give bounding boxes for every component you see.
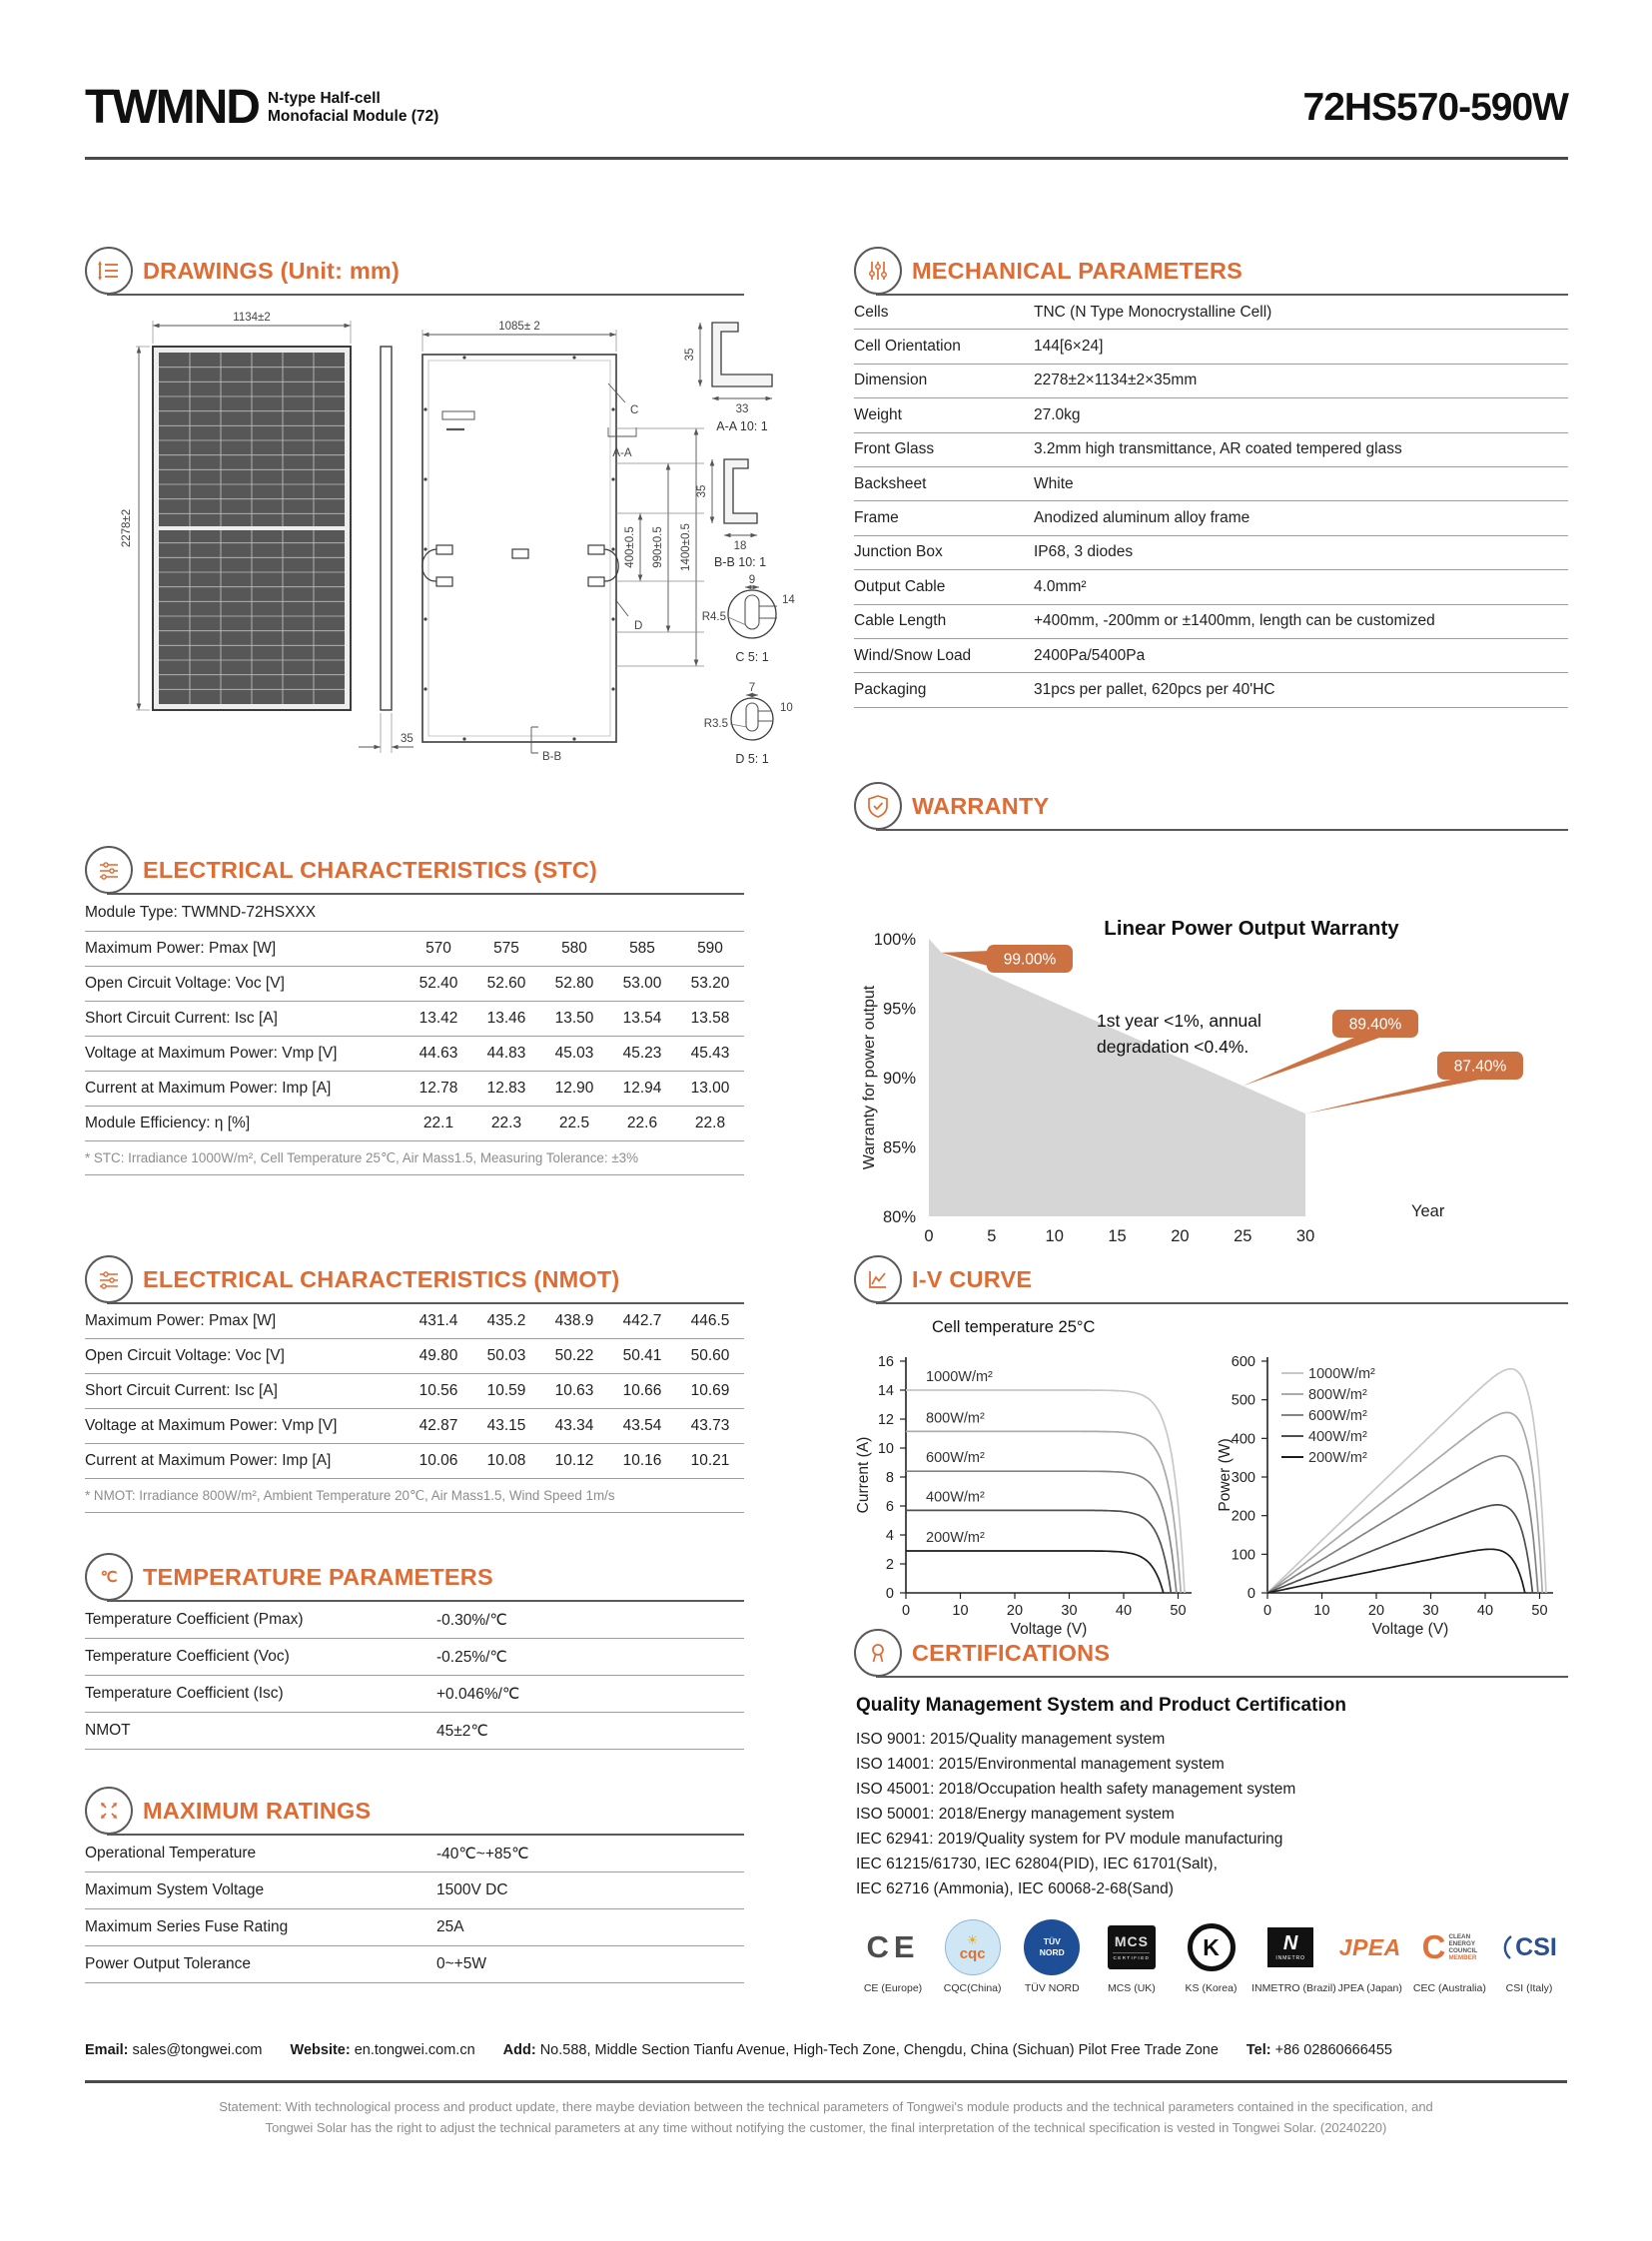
cert-line: ISO 50001: 2018/Energy management system	[856, 1806, 1175, 1823]
mechanical-table	[854, 296, 1568, 708]
contact-address: Add: No.588, Middle Section Tianfu Avenue, High-Tech Zone, Chengdu, China (Sichuan) Pilot Free Trade Zone	[502, 2042, 1219, 2058]
svg-text:100%: 100%	[873, 931, 916, 949]
shield-check-icon	[854, 782, 902, 830]
svg-text:1st year <1%, annual: 1st year <1%, annual	[1097, 1011, 1261, 1031]
table-row: Open Circuit Voltage: Voc [V] 49.80 50.03 50.22 50.41 50.60	[85, 1339, 744, 1374]
svg-text:0: 0	[924, 1227, 934, 1245]
svg-text:100: 100	[1231, 1547, 1255, 1564]
cqc-mark-icon: ☀ cqc	[945, 1919, 1001, 1975]
dim-bb-height: 35	[696, 484, 708, 498]
award-ribbon-icon	[854, 1629, 902, 1677]
svg-text:10: 10	[1045, 1227, 1064, 1245]
table-row: Module Efficiency: η [%] 22.1 22.3 22.5 22.6 22.8	[85, 1107, 744, 1141]
drawings-header	[85, 246, 744, 296]
svg-text:10: 10	[877, 1441, 894, 1457]
cert-logo-cqc: ☀ cqc CQC(China)	[934, 1917, 1012, 1994]
table-row: Front Glass 3.2mm high transmittance, AR coated tempered glass	[854, 433, 1568, 467]
stc-table	[85, 895, 744, 1175]
caption-c: C 5: 1	[735, 650, 769, 664]
table-row: Voltage at Maximum Power: Vmp [V] 42.87 43.15 43.34 43.54 43.73	[85, 1409, 744, 1444]
svg-text:200: 200	[1231, 1508, 1255, 1525]
cert-logo-ks: K KS (Korea)	[1173, 1917, 1250, 1994]
table-row: Frame Anodized aluminum alloy frame	[854, 501, 1568, 535]
nmot-table	[85, 1304, 744, 1513]
dim-front-width: 1134±2	[233, 312, 271, 324]
cert-line: IEC 61215/61730, IEC 62804(PID), IEC 61701(Salt),	[856, 1856, 1218, 1872]
section-title: TEMPERATURE PARAMETERS	[143, 1563, 493, 1590]
table-row: Current at Maximum Power: Imp [A] 10.06 10.08 10.12 10.16 10.21	[85, 1444, 744, 1479]
svg-text:95%: 95%	[882, 1000, 916, 1019]
svg-text:40: 40	[1476, 1603, 1494, 1619]
svg-text:0: 0	[1246, 1586, 1255, 1602]
stc-footnote: * STC: Irradiance 1000W/m², Cell Temperature 25℃, Air Mass1.5, Measuring Tolerance: ±3%	[85, 1141, 744, 1175]
certification-logos	[854, 1917, 1568, 1994]
cert-line: ISO 45001: 2018/Occupation health safety management system	[856, 1781, 1296, 1798]
dim-back-width: 1085± 2	[498, 321, 540, 333]
section-title: ELECTRICAL CHARACTERISTICS (NMOT)	[143, 1265, 620, 1292]
svg-text:85%: 85%	[882, 1138, 916, 1157]
dim-side-thickness: 35	[401, 733, 413, 745]
table-row: Temperature Coefficient (Isc) +0.046%/℃	[85, 1676, 744, 1713]
svg-text:40: 40	[1115, 1603, 1133, 1619]
label-d: D	[634, 620, 643, 632]
table-row: Open Circuit Voltage: Voc [V] 52.40 52.60 52.80 53.00 53.20	[85, 967, 744, 1002]
iv-subtitle: Cell temperature 25°C	[932, 1318, 1096, 1336]
cert-logo-ce: CE CE (Europe)	[863, 1929, 923, 1994]
table-row: Operational Temperature -40℃~+85℃	[85, 1836, 744, 1872]
svg-text:80%: 80%	[882, 1208, 916, 1226]
dim-c-width: 9	[748, 574, 756, 586]
label-aa: A-A	[612, 447, 632, 459]
svg-text:600: 600	[1231, 1354, 1255, 1370]
section-title: DRAWINGS (Unit: mm)	[143, 257, 401, 284]
iv-header	[854, 1254, 1568, 1304]
iv-current-chart	[854, 1343, 1204, 1638]
temperature-header	[85, 1552, 744, 1602]
iv-power-chart	[1216, 1343, 1565, 1638]
sliders-icon	[854, 247, 902, 295]
max-ratings-table	[85, 1836, 744, 1983]
svg-text:Warranty for power output: Warranty for power output	[861, 985, 878, 1170]
svg-text:Current (A): Current (A)	[855, 1436, 872, 1514]
svg-text:50: 50	[1170, 1603, 1187, 1619]
svg-text:87.40%: 87.40%	[1453, 1058, 1507, 1076]
section-iv-curve	[854, 1254, 1568, 1638]
table-row: Cable Length +400mm, -200mm or ±1400mm, length can be customized	[854, 605, 1568, 639]
warranty-header	[854, 781, 1568, 831]
cert-logo-inmetro: N INMETRO INMETRO (Brazil)	[1251, 1917, 1329, 1994]
section-drawings	[85, 246, 795, 766]
svg-text:20: 20	[1171, 1227, 1190, 1245]
footer-divider	[85, 2080, 1567, 2083]
table-row: Short Circuit Current: Isc [A] 10.56 10.59 10.63 10.66 10.69	[85, 1374, 744, 1409]
svg-text:1000W/m²: 1000W/m²	[926, 1369, 993, 1385]
svg-text:600W/m²: 600W/m²	[926, 1450, 985, 1467]
table-row: Temperature Coefficient (Pmax) -0.30%/℃	[85, 1602, 744, 1639]
svg-text:0: 0	[1262, 1603, 1272, 1619]
table-row: Junction Box IP68, 3 diodes	[854, 536, 1568, 570]
max-ratings-header	[85, 1786, 744, 1836]
label-bb: B-B	[542, 751, 562, 763]
dim-d-radius: R3.5	[703, 718, 728, 730]
inmetro-mark-icon: N INMETRO	[1267, 1927, 1313, 1967]
svg-text:12: 12	[877, 1412, 894, 1428]
dim-front-height: 2278±2	[121, 508, 133, 548]
temperature-table	[85, 1602, 744, 1750]
cec-mark-icon: C CLEAN ENERGY COUNCIL MEMBER	[1421, 1928, 1478, 1966]
svg-text:400: 400	[1231, 1431, 1255, 1448]
table-row: Dimension 2278±2×1134±2×35mm	[854, 365, 1568, 398]
caption-d: D 5: 1	[735, 752, 769, 766]
cert-logo-jpea: JPEA JPEA (Japan)	[1337, 1933, 1402, 1994]
drawings-icon	[85, 247, 133, 295]
brand-subtitle	[268, 90, 438, 127]
model-number: 72HS570-590W	[1302, 86, 1568, 129]
certifications-subtitle: Quality Management System and Product Certification	[856, 1695, 1346, 1716]
svg-text:5: 5	[987, 1227, 997, 1245]
svg-text:16: 16	[877, 1354, 894, 1370]
dim-1400: 1400±0.5	[680, 523, 692, 571]
section-title: WARRANTY	[912, 792, 1050, 819]
section-title: MAXIMUM RATINGS	[143, 1797, 372, 1824]
cert-logo-mcs: MCS CERTIFIED MCS (UK)	[1093, 1917, 1171, 1994]
svg-text:300: 300	[1231, 1470, 1255, 1486]
label-c: C	[630, 404, 639, 416]
svg-text:20: 20	[1006, 1603, 1024, 1619]
svg-text:1000W/m²: 1000W/m²	[1308, 1366, 1375, 1382]
table-row: Weight 27.0kg	[854, 398, 1568, 432]
header-divider	[85, 157, 1568, 160]
section-title: I-V CURVE	[912, 1265, 1033, 1292]
svg-text:800W/m²: 800W/m²	[1308, 1387, 1367, 1403]
table-row: Output Cable 4.0mm²	[854, 570, 1568, 604]
svg-text:Power (W): Power (W)	[1217, 1438, 1234, 1512]
svg-text:2: 2	[885, 1557, 894, 1573]
cert-line: ISO 14001: 2015/Environmental management system	[856, 1756, 1225, 1773]
section-title: MECHANICAL PARAMETERS	[912, 257, 1243, 284]
contact-tel: Tel: +86 02860666455	[1245, 2042, 1392, 2058]
page-header	[85, 81, 1568, 134]
cert-logo-cec: C CLEAN ENERGY COUNCIL MEMBER CEC (Australia)	[1412, 1928, 1486, 1994]
brand-subtitle-line1: N-type Half-cell	[267, 89, 381, 107]
caption-bb: B-B 10: 1	[713, 555, 767, 569]
section-electrical-stc	[85, 845, 744, 1175]
table-row: Short Circuit Current: Isc [A] 13.42 13.46 13.50 13.54 13.58	[85, 1002, 744, 1037]
table-row: Packaging 31pcs per pallet, 620pcs per 40'HC	[854, 673, 1568, 707]
mcs-mark-icon: MCS CERTIFIED	[1108, 1925, 1156, 1969]
legal-statement: Statement: With technological process and product update, there maybe deviation between the technical parameters of Tongwei's module products and the technical parameters contained in the specification, and Tongwei Solar has the right to adjust the technical parameters at any time without notifying the customer, the final interpretation of the technical specification is vested in Tongwei Solar. (20240220)	[219, 2099, 1433, 2135]
cert-logo-csi: CSI CSI (Italy)	[1490, 1917, 1568, 1994]
svg-text:30: 30	[1061, 1603, 1078, 1619]
svg-text:Voltage (V): Voltage (V)	[1371, 1621, 1449, 1638]
celsius-icon: ℃	[85, 1553, 133, 1601]
svg-text:15: 15	[1108, 1227, 1127, 1245]
contact-email: Email: sales@tongwei.com	[85, 2042, 263, 2058]
svg-text:400W/m²: 400W/m²	[1308, 1429, 1367, 1445]
svg-text:800W/m²: 800W/m²	[926, 1410, 985, 1427]
dim-c-length: 14	[782, 594, 795, 606]
svg-text:Voltage (V): Voltage (V)	[1010, 1621, 1088, 1638]
svg-text:10: 10	[1313, 1603, 1330, 1619]
tuv-nord-icon: TÜV NORD	[1024, 1919, 1080, 1975]
svg-text:400W/m²: 400W/m²	[926, 1489, 985, 1506]
expand-arrows-icon	[85, 1787, 133, 1835]
stc-header	[85, 845, 744, 895]
table-row: Maximum Power: Pmax [W] 570 575 580 585 590	[85, 932, 744, 967]
section-title: ELECTRICAL CHARACTERISTICS (STC)	[143, 856, 598, 883]
svg-text:10: 10	[952, 1603, 969, 1619]
circuit-icon	[85, 846, 133, 894]
svg-text:4: 4	[885, 1528, 894, 1544]
table-row: Cell Orientation 144[6×24]	[854, 330, 1568, 364]
svg-text:20: 20	[1367, 1603, 1385, 1619]
table-row: Voltage at Maximum Power: Vmp [V] 44.63 44.83 45.03 45.23 45.43	[85, 1037, 744, 1072]
svg-text:30: 30	[1422, 1603, 1439, 1619]
certifications-header	[854, 1628, 1568, 1678]
svg-text:0: 0	[901, 1603, 911, 1619]
section-electrical-nmot	[85, 1254, 744, 1513]
table-row: NMOT 45±2℃	[85, 1713, 744, 1750]
contact-website: Website: en.tongwei.com.cn	[290, 2042, 475, 2058]
section-temperature-parameters	[85, 1552, 744, 1750]
svg-text:6: 6	[885, 1499, 894, 1515]
svg-text:200W/m²: 200W/m²	[1308, 1450, 1367, 1466]
table-row: Maximum System Voltage 1500V DC	[85, 1872, 744, 1909]
svg-text:0: 0	[885, 1586, 894, 1602]
circuit-icon	[85, 1255, 133, 1303]
svg-text:Linear Power Output Warranty: Linear Power Output Warranty	[1104, 917, 1399, 940]
table-row: Current at Maximum Power: Imp [A] 12.78 12.83 12.90 12.94 13.00	[85, 1072, 744, 1107]
ce-mark-icon: CE	[866, 1929, 920, 1964]
dim-d-width: 7	[748, 682, 756, 694]
brand-subtitle-line2: Monofacial Module (72)	[267, 108, 439, 125]
dim-aa-width: 33	[735, 403, 749, 415]
svg-text:30: 30	[1295, 1227, 1315, 1245]
section-warranty	[854, 781, 1568, 1245]
dim-aa-height: 35	[684, 348, 696, 362]
section-mechanical-parameters	[854, 246, 1568, 708]
svg-text:99.00%: 99.00%	[1003, 951, 1057, 969]
svg-text:200W/m²: 200W/m²	[926, 1529, 985, 1546]
nmot-footnote: * NMOT: Irradiance 800W/m², Ambient Temperature 20℃, Air Mass1.5, Wind Speed 1m/s	[85, 1479, 744, 1513]
cert-line: IEC 62941: 2019/Quality system for PV module manufacturing	[856, 1831, 1283, 1848]
section-maximum-ratings	[85, 1786, 744, 1983]
warranty-chart	[854, 835, 1568, 1254]
svg-text:50: 50	[1531, 1603, 1548, 1619]
caption-aa: A-A 10: 1	[716, 419, 768, 433]
csi-mark-icon: CSI	[1501, 1933, 1557, 1962]
cert-line: IEC 62716 (Ammonia), IEC 60068-2-68(Sand)	[856, 1880, 1174, 1897]
svg-text:500: 500	[1231, 1392, 1255, 1409]
table-row: Maximum Series Fuse Rating 25A	[85, 1909, 744, 1946]
section-certifications	[854, 1628, 1568, 1994]
svg-text:25: 25	[1234, 1227, 1252, 1245]
brand-logo: TWMND	[85, 81, 259, 134]
svg-text:90%: 90%	[882, 1070, 916, 1088]
dim-d-length: 10	[780, 702, 793, 714]
cert-line: ISO 9001: 2015/Quality management system	[856, 1731, 1166, 1748]
svg-text:600W/m²: 600W/m²	[1308, 1408, 1367, 1424]
contact-bar	[85, 2042, 1567, 2058]
table-row: Maximum Power: Pmax [W] 431.4 435.2 438.9 442.7 446.5	[85, 1304, 744, 1339]
line-chart-icon	[854, 1255, 902, 1303]
dim-400: 400±0.5	[624, 526, 636, 568]
svg-text:14: 14	[877, 1383, 894, 1399]
svg-text:89.40%: 89.40%	[1348, 1016, 1402, 1034]
jpea-mark-icon: JPEA	[1338, 1933, 1401, 1960]
mechanical-header	[854, 246, 1568, 296]
nmot-header	[85, 1254, 744, 1304]
svg-text:degradation <0.4%.: degradation <0.4%.	[1097, 1037, 1249, 1057]
table-row: Backsheet White	[854, 467, 1568, 501]
dim-c-radius: R4.5	[701, 611, 726, 623]
svg-text:Year: Year	[1411, 1202, 1445, 1220]
dim-990: 990±0.5	[652, 526, 664, 568]
table-row: Temperature Coefficient (Voc) -0.25%/℃	[85, 1639, 744, 1676]
svg-text:8: 8	[885, 1470, 894, 1486]
table-row: Power Output Tolerance 0~+5W	[85, 1946, 744, 1983]
table-row: Cells TNC (N Type Monocrystalline Cell)	[854, 296, 1568, 330]
module-type-row: Module Type: TWMND-72HSXXX	[85, 895, 744, 932]
table-row: Wind/Snow Load 2400Pa/5400Pa	[854, 639, 1568, 673]
ks-mark-icon: K	[1188, 1923, 1236, 1971]
section-title: CERTIFICATIONS	[912, 1639, 1111, 1666]
dim-bb-width: 18	[733, 540, 747, 552]
technical-drawing	[85, 300, 814, 799]
cert-logo-tuv: TÜV NORD TÜV NORD	[1013, 1917, 1091, 1994]
